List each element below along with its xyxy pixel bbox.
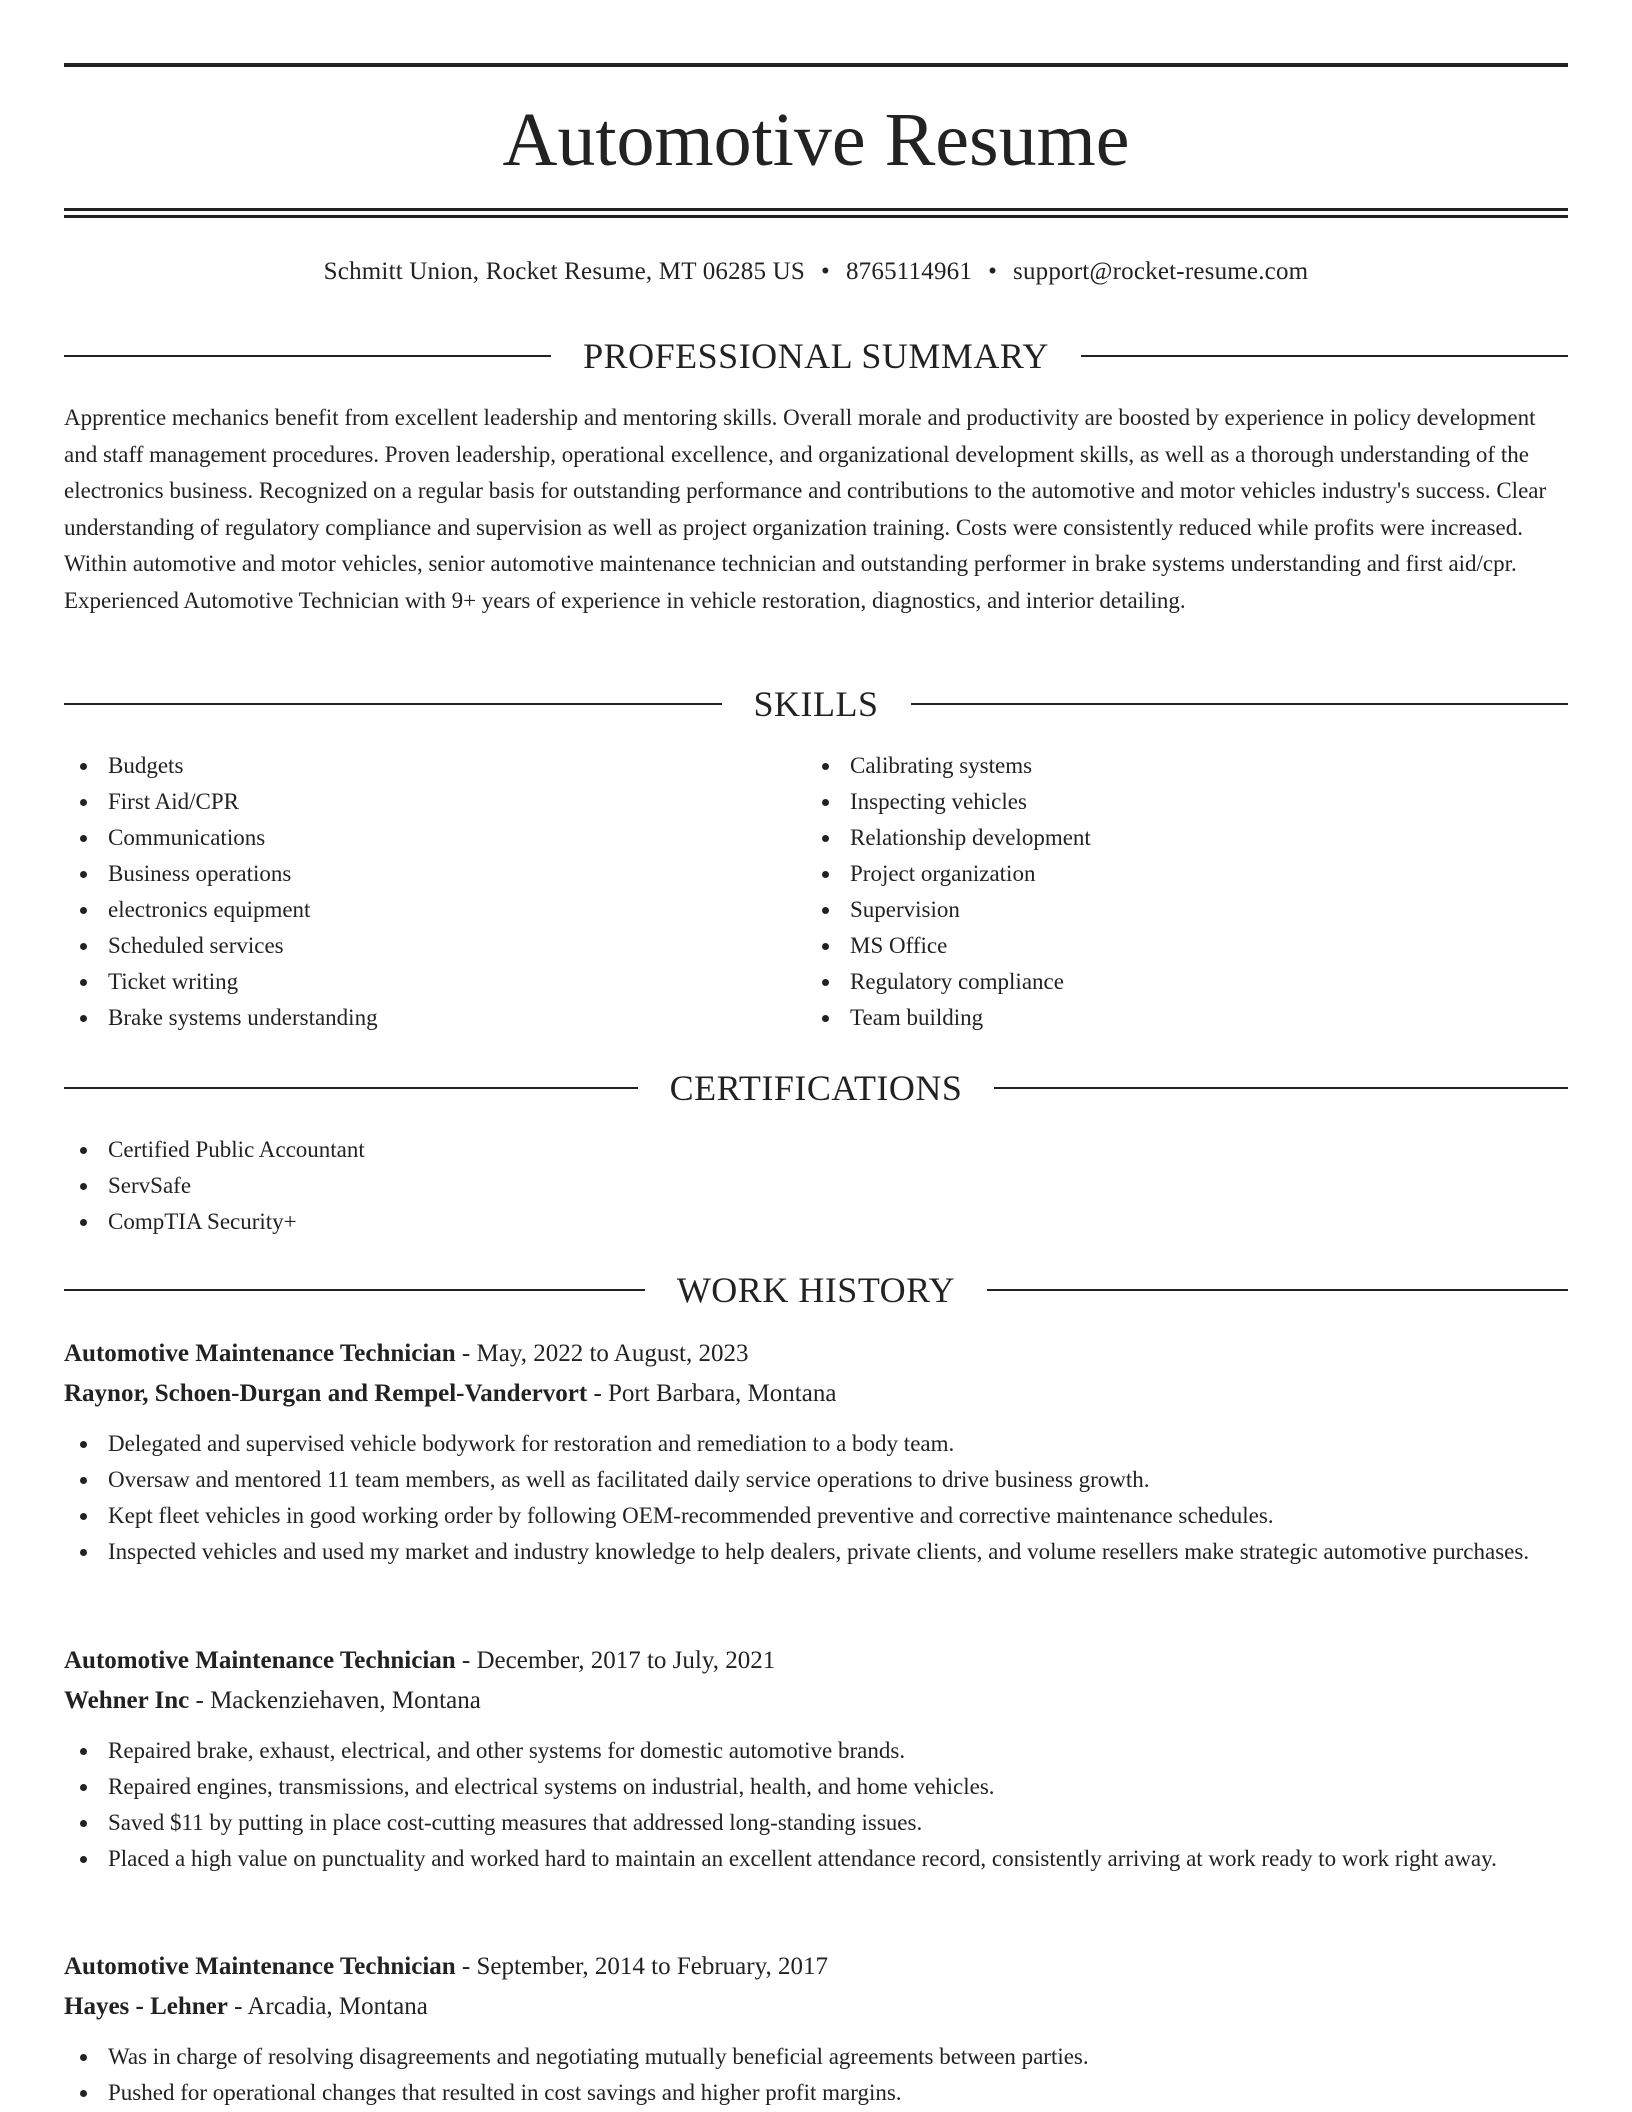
skill-item: Brake systems understanding bbox=[64, 1000, 764, 1036]
job-duty: Repaired brake, exhaust, electrical, and other systems for domestic automotive brands. bbox=[64, 1733, 1568, 1769]
job-duty: Saved $11 by putting in place cost-cutting measures that addressed long-standing issues. bbox=[64, 1805, 1568, 1841]
heading-rule bbox=[1081, 355, 1568, 357]
work-history-heading bbox=[64, 1268, 1568, 1312]
skill-item: Supervision bbox=[806, 892, 1506, 928]
certification-item: CompTIA Security+ bbox=[64, 1204, 1568, 1240]
job-dates: - December, 2017 to July, 2021 bbox=[455, 1647, 776, 1674]
job-company-line bbox=[64, 1681, 1568, 1721]
job-company: Wehner Inc bbox=[64, 1687, 190, 1714]
job-entry bbox=[64, 1641, 1568, 1877]
job-title-line bbox=[64, 1641, 1568, 1681]
skill-item: Communications bbox=[64, 820, 764, 856]
summary-text: Apprentice mechanics benefit from excellent leadership and mentoring skills. Overall morale and productivity are boosted by experience in policy development and staff management procedures. Proven leadership, operational excellence, and organizational development skills, as well as a thorough understanding of the electronics business. Recognized on a regular basis for outstanding performance and contributions to the automotive and motor vehicles industry's success. Clear understanding of regulatory compliance and supervision as well as project organization training. Costs were consistently reduced while profits were increased. Within automotive and motor vehicles, senior automotive maintenance technician and outstanding performer in brake systems understanding and first aid/cpr. Experienced Automotive Technician with 9+ years of experience in vehicle restoration, diagnostics, and interior detailing. bbox=[64, 405, 1547, 613]
summary-heading bbox=[64, 334, 1568, 378]
job-title: Automotive Maintenance Technician bbox=[64, 1647, 456, 1674]
job-duties bbox=[64, 1426, 1568, 1570]
job-title: Automotive Maintenance Technician bbox=[64, 1953, 456, 1980]
skills-list-right bbox=[806, 748, 1506, 1036]
job-entry bbox=[64, 1947, 1568, 2111]
top-rule bbox=[64, 63, 1568, 67]
certifications-list bbox=[64, 1132, 1568, 1240]
contact-separator: • bbox=[821, 258, 830, 285]
job-company: Hayes - Lehner bbox=[64, 1993, 228, 2020]
skill-item: First Aid/CPR bbox=[64, 784, 764, 820]
job-location: - Port Barbara, Montana bbox=[587, 1380, 837, 1407]
skill-item: Ticket writing bbox=[64, 964, 764, 1000]
skills-heading-text: SKILLS bbox=[753, 684, 879, 724]
skills-heading bbox=[64, 682, 1568, 726]
job-location: - Mackenziehaven, Montana bbox=[189, 1687, 481, 1714]
skill-item: Regulatory compliance bbox=[806, 964, 1506, 1000]
skill-item: Scheduled services bbox=[64, 928, 764, 964]
skill-item: Business operations bbox=[64, 856, 764, 892]
contact-separator: • bbox=[988, 258, 998, 285]
skill-item: Inspecting vehicles bbox=[806, 784, 1506, 820]
heading-rule bbox=[64, 355, 551, 357]
skill-item: Relationship development bbox=[806, 820, 1506, 856]
heading-rule bbox=[64, 1087, 638, 1089]
heading-rule bbox=[911, 703, 1569, 705]
skill-item: Team building bbox=[806, 1000, 1506, 1036]
contact-phone: 8765114961 bbox=[845, 258, 973, 285]
certification-item: Certified Public Accountant bbox=[64, 1132, 1568, 1168]
job-company-line bbox=[64, 1987, 1568, 2027]
title-rule-lower bbox=[64, 215, 1568, 218]
job-company: Raynor, Schoen-Durgan and Rempel-Vandervort bbox=[64, 1380, 588, 1407]
certifications-heading-text: CERTIFICATIONS bbox=[669, 1068, 963, 1108]
heading-rule bbox=[987, 1289, 1568, 1291]
job-duty: Delegated and supervised vehicle bodywork for restoration and remediation to a body team. bbox=[64, 1426, 1568, 1462]
summary-heading-text: PROFESSIONAL SUMMARY bbox=[583, 336, 1049, 376]
work-history-heading-text: WORK HISTORY bbox=[676, 1270, 956, 1310]
job-location: - Arcadia, Montana bbox=[227, 1993, 428, 2020]
contact-line bbox=[64, 254, 1568, 290]
job-duties bbox=[64, 1733, 1568, 1877]
job-duty: Was in charge of resolving disagreements and negotiating mutually beneficial agreements between parties. bbox=[64, 2039, 1568, 2075]
contact-address: Schmitt Union, Rocket Resume, MT 06285 US bbox=[323, 258, 806, 285]
contact-email: support@rocket-resume.com bbox=[1013, 258, 1309, 285]
heading-rule bbox=[64, 1289, 645, 1291]
skill-item: electronics equipment bbox=[64, 892, 764, 928]
job-dates: - May, 2022 to August, 2023 bbox=[455, 1340, 749, 1367]
job-duties bbox=[64, 2039, 1568, 2111]
job-entry bbox=[64, 1334, 1568, 1570]
skill-item: Calibrating systems bbox=[806, 748, 1506, 784]
job-title-line bbox=[64, 1334, 1568, 1374]
certifications-heading bbox=[64, 1066, 1568, 1110]
job-duty: Kept fleet vehicles in good working order by following OEM-recommended preventive and corrective maintenance schedules. bbox=[64, 1498, 1568, 1534]
skill-item: Budgets bbox=[64, 748, 764, 784]
heading-rule bbox=[64, 703, 722, 705]
job-dates: - September, 2014 to February, 2017 bbox=[455, 1953, 828, 1980]
job-duty: Pushed for operational changes that resulted in cost savings and higher profit margins. bbox=[64, 2075, 1568, 2111]
job-duty: Repaired engines, transmissions, and electrical systems on industrial, health, and home vehicles. bbox=[64, 1769, 1568, 1805]
resume-title: Automotive Resume bbox=[502, 98, 1130, 182]
job-title-line bbox=[64, 1947, 1568, 1987]
skills-list-left bbox=[64, 748, 764, 1036]
job-title: Automotive Maintenance Technician bbox=[64, 1340, 456, 1367]
job-duty: Placed a high value on punctuality and worked hard to maintain an excellent attendance record, consistently arriving at work ready to work right away. bbox=[64, 1841, 1568, 1877]
job-company-line bbox=[64, 1374, 1568, 1414]
title-rule-upper bbox=[64, 208, 1568, 211]
skill-item: Project organization bbox=[806, 856, 1506, 892]
job-duty: Inspected vehicles and used my market and industry knowledge to help dealers, private clients, and volume resellers make strategic automotive purchases. bbox=[64, 1534, 1568, 1570]
certification-item: ServSafe bbox=[64, 1168, 1568, 1204]
skill-item: MS Office bbox=[806, 928, 1506, 964]
job-duty: Oversaw and mentored 11 team members, as well as facilitated daily service operations to drive business growth. bbox=[64, 1462, 1568, 1498]
heading-rule bbox=[994, 1087, 1568, 1089]
